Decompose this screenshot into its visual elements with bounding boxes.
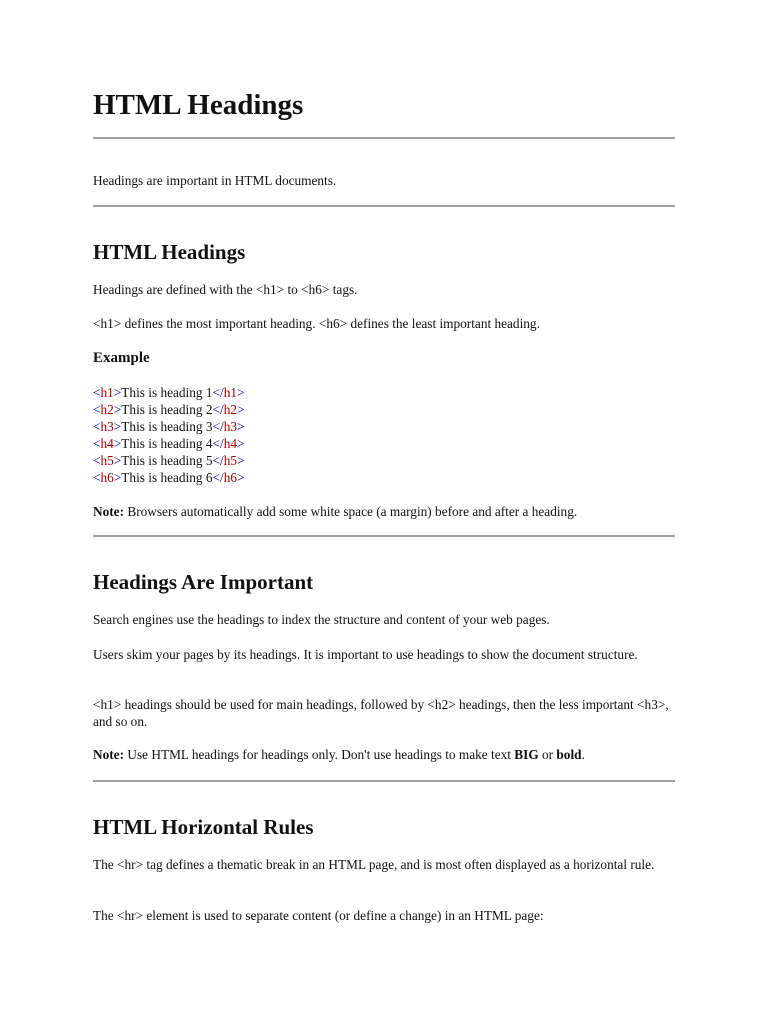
tag-bracket: </ xyxy=(212,402,224,417)
paragraph: <h1> headings should be used for main headings, followed by <h2> headings, then the less important <h3>, and so on. xyxy=(93,697,669,729)
note-big: BIG xyxy=(514,747,539,762)
tag-bracket: > xyxy=(113,419,122,434)
example-label: Example xyxy=(93,350,150,366)
horizontal-rule xyxy=(93,780,675,782)
tag-name: h4 xyxy=(100,436,114,451)
paragraph: Search engines use the headings to index the structure and content of your web pages. xyxy=(93,612,550,627)
intro-paragraph: Headings are important in HTML documents. xyxy=(93,173,337,188)
tag-bracket: > xyxy=(237,402,245,417)
example-code-line xyxy=(93,384,245,401)
example-text: This is heading 5 xyxy=(121,453,213,468)
tag-bracket: < xyxy=(93,402,101,417)
example-code-line xyxy=(93,401,245,418)
tag-bracket: > xyxy=(113,470,122,485)
tag-bracket: > xyxy=(113,402,122,417)
tag-name: h1 xyxy=(100,385,114,400)
tag-bracket: < xyxy=(93,453,101,468)
paragraph: <h1> defines the most important heading. <h6> defines the least important heading. xyxy=(93,316,540,331)
tag-name: h3 xyxy=(223,419,238,434)
horizontal-rule xyxy=(93,535,675,537)
note-text: Use HTML headings for headings only. Don't use headings to make text xyxy=(124,747,515,762)
tag-bracket: > xyxy=(237,385,245,400)
note-text: Browsers automatically add some white space (a margin) before and after a heading. xyxy=(124,504,578,519)
tag-bracket: > xyxy=(237,419,245,434)
tag-bracket: < xyxy=(93,470,101,485)
tag-bracket: < xyxy=(93,385,101,400)
tag-name: h1 xyxy=(223,385,238,400)
tag-name: h4 xyxy=(223,436,238,451)
paragraph: Headings are defined with the <h1> to <h6> tags. xyxy=(93,282,358,297)
paragraph: Users skim your pages by its headings. It is important to use headings to show the document structure. xyxy=(93,647,638,662)
tag-bracket: > xyxy=(113,436,122,451)
note-bold: bold xyxy=(556,747,582,762)
tag-bracket: </ xyxy=(212,453,224,468)
tag-bracket: </ xyxy=(212,470,224,485)
tag-bracket: > xyxy=(237,436,245,451)
example-code-line xyxy=(93,452,245,469)
example-code-line xyxy=(93,418,245,435)
example-text: This is heading 1 xyxy=(121,385,213,400)
tag-name: h6 xyxy=(223,470,238,485)
example-code-line xyxy=(93,469,245,486)
note-label: Note: xyxy=(93,747,125,762)
tag-bracket: </ xyxy=(212,436,224,451)
tag-bracket: > xyxy=(113,453,122,468)
note-end: . xyxy=(581,747,585,762)
tag-name: h6 xyxy=(100,470,114,485)
tag-bracket: > xyxy=(113,385,122,400)
example-text: This is heading 6 xyxy=(121,470,213,485)
section-heading-html-horizontal-rules: HTML Horizontal Rules xyxy=(93,815,314,839)
horizontal-rule xyxy=(93,137,675,139)
example-text: This is heading 3 xyxy=(121,419,213,434)
paragraph: The <hr> element is used to separate content (or define a change) in an HTML page: xyxy=(93,908,544,923)
tag-name: h5 xyxy=(100,453,114,468)
section-heading-html-headings: HTML Headings xyxy=(93,240,246,264)
tag-bracket: </ xyxy=(212,419,224,434)
note-paragraph xyxy=(93,503,577,520)
tag-name: h5 xyxy=(223,453,238,468)
note-or: or xyxy=(538,747,557,762)
tag-name: h2 xyxy=(100,402,114,417)
page-title: HTML Headings xyxy=(93,89,304,121)
note-label: Note: xyxy=(93,504,125,519)
tag-name: h3 xyxy=(100,419,114,434)
example-text: This is heading 2 xyxy=(121,402,213,417)
tag-bracket: > xyxy=(237,470,245,485)
tag-bracket: < xyxy=(93,436,101,451)
paragraph: The <hr> tag defines a thematic break in an HTML page, and is most often displayed as a horizontal rule. xyxy=(93,857,655,872)
tag-name: h2 xyxy=(223,402,238,417)
horizontal-rule xyxy=(93,205,675,207)
note-paragraph xyxy=(93,746,585,763)
example-text: This is heading 4 xyxy=(121,436,213,451)
section-heading-headings-are-important: Headings Are Important xyxy=(93,570,314,594)
tag-bracket: < xyxy=(93,419,101,434)
tag-bracket: </ xyxy=(212,385,224,400)
example-code-line xyxy=(93,435,245,452)
tag-bracket: > xyxy=(237,453,245,468)
